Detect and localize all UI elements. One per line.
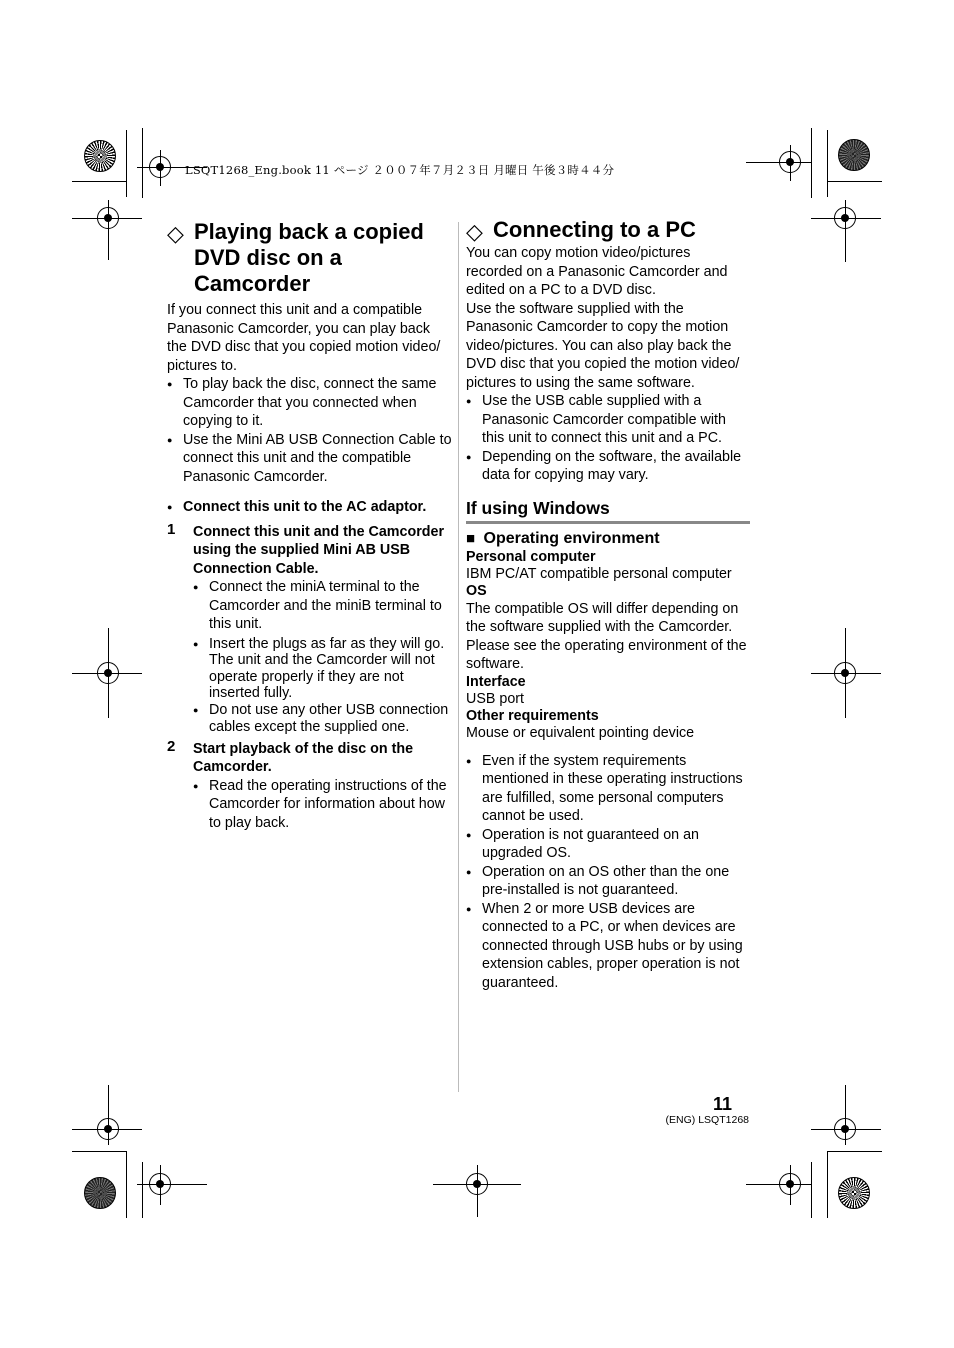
section-title: ◇ Connecting to a PC [466,217,696,244]
env-heading: ■ Operating environment [466,530,660,547]
list-item: ● Use the USB cable supplied with a Panasonic Camcorder compatible with this unit to connect this unit and a PC. [466,392,750,448]
square-bullet-icon: ■ [466,530,476,547]
step-text: Connect this unit and the Camcorder using the supplied Mini AB USB Connection Cable. [193,523,445,577]
env-label: Interface [466,673,526,690]
env-label: Other requirements [466,707,599,724]
step-number: 1 [167,520,176,538]
registration-target-icon [84,140,116,172]
env-value: IBM PC/AT compatible personal computer [466,565,732,582]
registration-target-icon [838,139,870,171]
step-1-notes [167,578,453,736]
step-1 [167,520,453,579]
list-item: ● Connect the miniA terminal to the Camcorder and the miniB terminal to this unit. [193,578,453,634]
env-value: USB port [466,690,525,707]
env-value: The compatible OS will differ depending on the software supplied with the Camcorder. Please see the operating environment of the software. [466,600,747,672]
list-item: ● Insert the plugs as far as they will go. The unit and the Camcorder will not operate properly if they are not inserted fully. [193,636,453,702]
step-2-notes [167,777,453,833]
list-item: ● Operation is not guaranteed on an upgraded OS. [466,826,750,863]
list-item: ● Read the operating instructions of the Camcorder for information about how to play back. [193,777,453,833]
notes-list [466,752,750,993]
diamond-icon: ◇ [167,221,184,246]
prep-item: ● Connect this unit to the AC adaptor. [167,498,453,517]
print-header: LSQT1268_Eng.book 11 ページ ２００７年７月２３日 月曜日 午後３時４４分 [185,163,615,177]
list-item: ● Even if the system requirements mentioned in these operating instructions are fulfilled, some personal computers cannot be used. [466,752,750,826]
list-item: ● Do not use any other USB connection cables except the supplied one. [193,702,453,736]
environment-list [466,549,750,742]
column-divider [458,222,459,1092]
bullet-list [466,392,750,485]
intro-text: If you connect this unit and a compatible Panasonic Camcorder, you can play back the DVD disc that you copied motion video/ pictures to. [167,302,441,374]
list-item: ● To play back the disc, connect the same Camcorder that you connected when copying to it. [167,375,453,431]
registration-target-icon [838,1177,870,1209]
list-item: ● Use the Mini AB USB Connection Cable to connect this unit and the compatible Panasonic Camcorder. [167,431,453,487]
step-2 [167,737,453,777]
list-item: ● Depending on the software, the available data for copying may vary. [466,448,750,485]
right-column [466,217,750,992]
intro-text: You can copy motion video/pictures recorded on a Panasonic Camcorder and edited on a PC to a DVD disc. [466,245,728,298]
step-text: Start playback of the disc on the Camcorder. [193,740,414,776]
intro-text: Use the software supplied with the Panasonic Camcorder to copy the motion video/pictures. You can also play back the DVD disc that you copied the motion video/ pictures to using the same software. [466,300,740,391]
page-number: 11 [712,1094,732,1114]
registration-target-icon [84,1177,116,1209]
list-item: ● Operation on an OS other than the one pre-installed is not guaranteed. [466,863,750,900]
env-label: Personal computer [466,548,596,565]
subsection-heading: If using Windows [466,499,750,525]
bullet-list [167,375,453,486]
list-item: ● When 2 or more USB devices are connected to a PC, or when devices are connected through USB hubs or by using extension cables, proper operation is not guaranteed. [466,900,750,993]
prep-list [167,498,453,517]
section-title: ◇ Playing back a copied DVD disc on a Camcorder [167,219,424,296]
step-number: 2 [167,737,176,755]
env-value: Mouse or equivalent pointing device [466,724,695,741]
env-label: OS [466,582,487,599]
left-column [167,219,453,832]
document-code: (ENG) LSQT1268 [665,1114,749,1126]
diamond-icon: ◇ [466,219,483,244]
